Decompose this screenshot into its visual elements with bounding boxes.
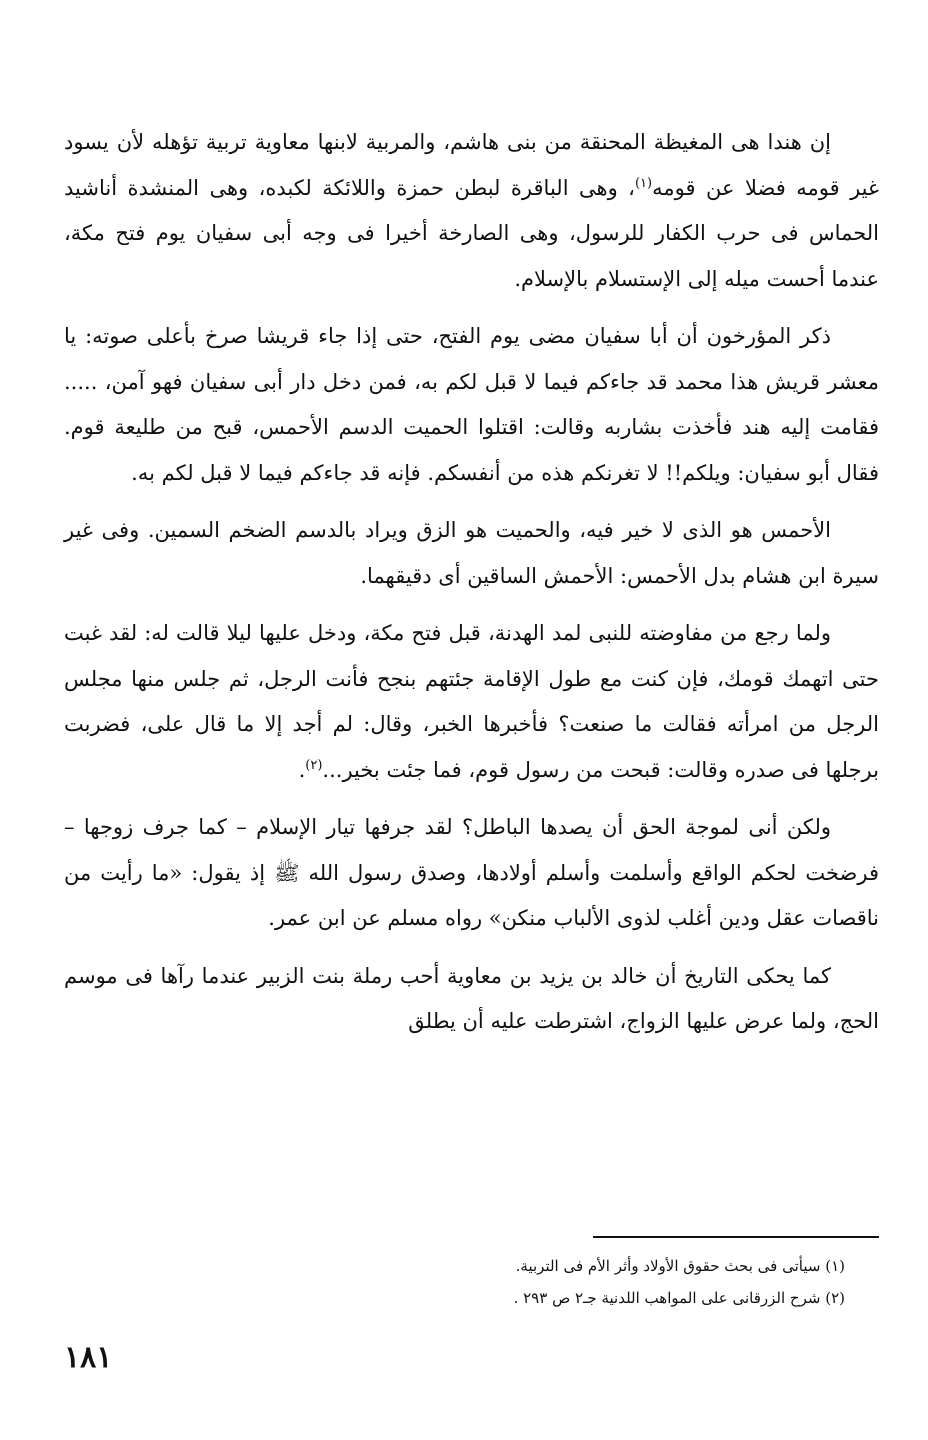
paragraph-1: إن هندا هى المغيظة المحنقة من بنى هاشم، والمربية لابنها معاوية تربية تؤهله لأن يسود غير قومه فضلا عن قومه$^{(١)}$، وهى الباقرة لبطن حمزة واللائكة لكبده، وهى المنشدة أناشيد الحماس فى حرب الكفار للرسول، وهى الصارخة أخيرا فى وجه أبى سفيان يوم فتح مكة، عندما أحست ميله إلى الإستسلام بالإسلام. (64, 130, 879, 291)
paragraph-4: ولما رجع من مفاوضته للنبى لمد الهدنة، قبل فتح مكة، ودخل عليها ليلا قالت له: لقد غبت حتى اتهمك قومك، فإن كنت مع طول الإقامة جئتهم بنجح فأنت الرجل، ثم جلس منها مجلس الرجل من امرأته فقالت ما صنعت؟ فأخبرها الخبر، وقال: لم أجد إلا ما قال على، فضربت برجلها فى صدره وقالت: قبحت من رسول قوم، فما جئت بخير...$^{(٢)}$. (64, 621, 879, 782)
body-text (64, 120, 879, 1045)
footnote-marker-2: (٢) (305, 757, 323, 773)
paragraph-6: كما يحكى التاريخ أن خالد بن يزيد بن معاوية أحب رملة بنت الزبير عندما رآها فى موسم الحج، ولما عرض عليها الزواج، اشترطت عليه أن يطلق (64, 963, 879, 1033)
footnotes (300, 1250, 845, 1314)
footnote-marker-1: (١) (634, 175, 653, 191)
footnote-1: (١) سيأتى فى بحث حقوق الأولاد وأثر الأم فى التربية. (515, 1257, 845, 1275)
footnote-2: (٢) شرح الزرقانى على المواهب اللدنية جـ٢ ص ٢٩٣ . (513, 1289, 845, 1307)
paragraph-2: ذكر المؤرخون أن أبا سفيان مضى يوم الفتح، حتى إذا جاء قريشا صرخ بأعلى صوته: يا معشر قريش هذا محمد قد جاءكم فيما لا قبل لكم به، فمن دخل دار أبى سفيان فهو آمن، ..... فقامت إليه هند فأخذت بشاربه وقالت: اقتلوا الحميت الدسم الأحمس، قبح من طليعة قوم. فقال أبو سفيان: ويلكم!! لا تغرنكم هذه من أنفسكم. فإنه قد جاءكم فيما لا قبل لكم به. (64, 324, 879, 485)
footnote-divider (593, 1236, 879, 1238)
page-number: ١٨١ (64, 1340, 113, 1375)
paragraph-5: ولكن أنى لموجة الحق أن يصدها الباطل؟ لقد جرفها تيار الإسلام – كما جرف زوجها – فرضخت لحكم الواقع وأسلمت وأسلم أولادها، وصدق رسول الله ﷺ إذ يقول: «ما رأيت من ناقصات عقل ودين أغلب لذوى الألباب منكن» رواه مسلم عن ابن عمر. (64, 815, 879, 930)
paragraph-3: الأحمس هو الذى لا خير فيه، والحميت هو الزق ويراد بالدسم الضخم السمين. وفى غير سيرة ابن هشام بدل الأحمس: الأحمش الساقين أى دقيقهما. (64, 518, 879, 588)
